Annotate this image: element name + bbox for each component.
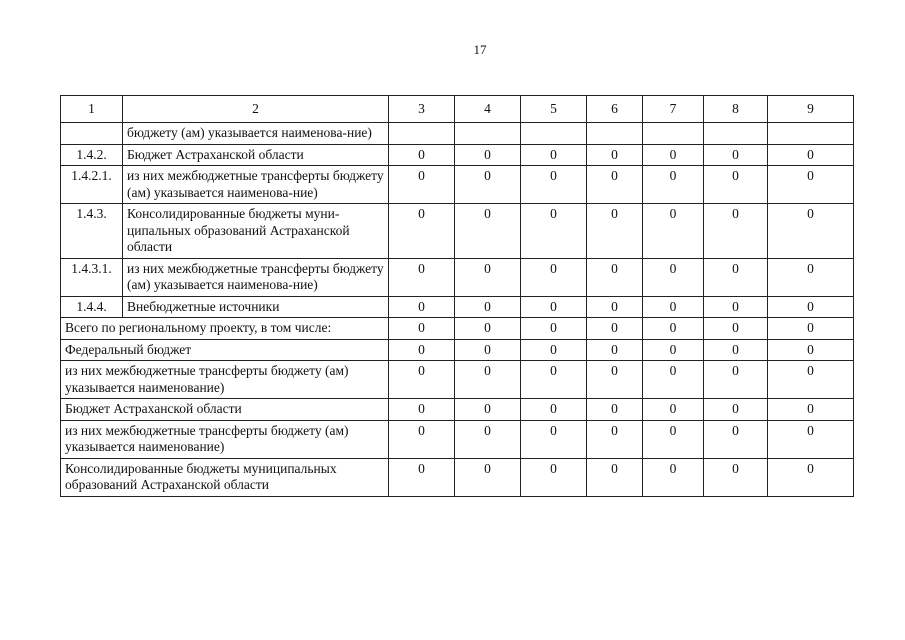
column-header: 7 <box>643 96 704 123</box>
value-cell <box>521 123 587 145</box>
row-name-cell: бюджету (ам) указывается наименова-ние) <box>123 123 389 145</box>
value-cell <box>768 123 854 145</box>
value-cell: 0 <box>587 399 643 421</box>
summary-name-cell: из них межбюджетные трансферты бюджету (ам) указывается наименование) <box>61 361 389 399</box>
summary-row <box>61 339 854 361</box>
value-cell: 0 <box>768 361 854 399</box>
value-cell: 0 <box>455 361 521 399</box>
value-cell: 0 <box>643 144 704 166</box>
value-cell: 0 <box>768 420 854 458</box>
row-name-cell: Внебюджетные источники <box>123 296 389 318</box>
value-cell: 0 <box>587 296 643 318</box>
summary-row <box>61 420 854 458</box>
value-cell: 0 <box>389 399 455 421</box>
value-cell: 0 <box>643 258 704 296</box>
value-cell: 0 <box>521 399 587 421</box>
value-cell: 0 <box>389 420 455 458</box>
value-cell: 0 <box>587 258 643 296</box>
value-cell: 0 <box>768 458 854 496</box>
budget-table <box>60 95 854 497</box>
value-cell: 0 <box>587 458 643 496</box>
value-cell: 0 <box>389 258 455 296</box>
value-cell: 0 <box>587 420 643 458</box>
value-cell: 0 <box>704 361 768 399</box>
column-header: 5 <box>521 96 587 123</box>
value-cell: 0 <box>521 258 587 296</box>
row-number-cell <box>61 123 123 145</box>
value-cell: 0 <box>389 361 455 399</box>
table-row <box>61 258 854 296</box>
value-cell: 0 <box>389 296 455 318</box>
column-header: 4 <box>455 96 521 123</box>
value-cell: 0 <box>521 458 587 496</box>
row-name-cell: из них межбюджетные трансферты бюджету (ам) указывается наименова-ние) <box>123 258 389 296</box>
value-cell: 0 <box>768 318 854 340</box>
value-cell: 0 <box>521 361 587 399</box>
value-cell: 0 <box>587 144 643 166</box>
value-cell: 0 <box>455 144 521 166</box>
value-cell: 0 <box>643 420 704 458</box>
value-cell: 0 <box>643 318 704 340</box>
value-cell <box>643 123 704 145</box>
value-cell: 0 <box>704 204 768 259</box>
value-cell: 0 <box>389 339 455 361</box>
value-cell: 0 <box>643 458 704 496</box>
row-name-cell: Бюджет Астраханской области <box>123 144 389 166</box>
value-cell: 0 <box>521 318 587 340</box>
table-row <box>61 144 854 166</box>
value-cell <box>455 123 521 145</box>
summary-name-cell: Всего по региональному проекту, в том числе: <box>61 318 389 340</box>
value-cell: 0 <box>768 399 854 421</box>
value-cell: 0 <box>704 166 768 204</box>
value-cell: 0 <box>587 166 643 204</box>
value-cell: 0 <box>455 339 521 361</box>
row-number-cell: 1.4.4. <box>61 296 123 318</box>
value-cell: 0 <box>768 296 854 318</box>
value-cell: 0 <box>643 361 704 399</box>
value-cell: 0 <box>389 166 455 204</box>
value-cell: 0 <box>455 204 521 259</box>
value-cell <box>587 123 643 145</box>
value-cell: 0 <box>643 166 704 204</box>
value-cell: 0 <box>521 166 587 204</box>
row-name-cell: Консолидированные бюджеты муни-ципальных образований Астраханской области <box>123 204 389 259</box>
value-cell <box>704 123 768 145</box>
summary-row <box>61 458 854 496</box>
row-number-cell: 1.4.2.1. <box>61 166 123 204</box>
value-cell: 0 <box>389 204 455 259</box>
column-header: 3 <box>389 96 455 123</box>
summary-row <box>61 361 854 399</box>
value-cell: 0 <box>521 144 587 166</box>
summary-name-cell: Федеральный бюджет <box>61 339 389 361</box>
column-header: 6 <box>587 96 643 123</box>
summary-name-cell: Консолидированные бюджеты муниципальных образований Астраханской области <box>61 458 389 496</box>
value-cell: 0 <box>389 318 455 340</box>
value-cell: 0 <box>455 399 521 421</box>
value-cell: 0 <box>455 458 521 496</box>
value-cell: 0 <box>643 399 704 421</box>
summary-name-cell: Бюджет Астраханской области <box>61 399 389 421</box>
table-row <box>61 123 854 145</box>
value-cell: 0 <box>768 204 854 259</box>
value-cell: 0 <box>389 144 455 166</box>
value-cell: 0 <box>587 361 643 399</box>
table-row <box>61 204 854 259</box>
value-cell: 0 <box>521 339 587 361</box>
value-cell: 0 <box>768 258 854 296</box>
value-cell: 0 <box>704 144 768 166</box>
value-cell: 0 <box>704 339 768 361</box>
value-cell: 0 <box>768 144 854 166</box>
value-cell: 0 <box>455 420 521 458</box>
value-cell: 0 <box>768 166 854 204</box>
value-cell: 0 <box>587 318 643 340</box>
row-number-cell: 1.4.2. <box>61 144 123 166</box>
summary-name-cell: из них межбюджетные трансферты бюджету (ам) указывается наименование) <box>61 420 389 458</box>
value-cell: 0 <box>455 166 521 204</box>
value-cell: 0 <box>643 339 704 361</box>
summary-row <box>61 399 854 421</box>
value-cell: 0 <box>587 204 643 259</box>
value-cell <box>389 123 455 145</box>
value-cell: 0 <box>643 204 704 259</box>
column-header: 8 <box>704 96 768 123</box>
value-cell: 0 <box>704 420 768 458</box>
column-header: 9 <box>768 96 854 123</box>
value-cell: 0 <box>521 420 587 458</box>
value-cell: 0 <box>587 339 643 361</box>
value-cell: 0 <box>704 399 768 421</box>
value-cell: 0 <box>455 318 521 340</box>
row-number-cell: 1.4.3.1. <box>61 258 123 296</box>
row-number-cell: 1.4.3. <box>61 204 123 259</box>
value-cell: 0 <box>455 258 521 296</box>
value-cell: 0 <box>704 258 768 296</box>
page-number: 17 <box>473 42 487 57</box>
column-header: 1 <box>61 96 123 123</box>
summary-row <box>61 318 854 340</box>
row-name-cell: из них межбюджетные трансферты бюджету (ам) указывается наименова-ние) <box>123 166 389 204</box>
value-cell: 0 <box>455 296 521 318</box>
table-row <box>61 296 854 318</box>
value-cell: 0 <box>768 339 854 361</box>
table-row <box>61 166 854 204</box>
value-cell: 0 <box>704 458 768 496</box>
value-cell: 0 <box>389 458 455 496</box>
value-cell: 0 <box>704 296 768 318</box>
value-cell: 0 <box>521 296 587 318</box>
column-header: 2 <box>123 96 389 123</box>
value-cell: 0 <box>704 318 768 340</box>
value-cell: 0 <box>643 296 704 318</box>
table-header-row <box>61 96 854 123</box>
value-cell: 0 <box>521 204 587 259</box>
